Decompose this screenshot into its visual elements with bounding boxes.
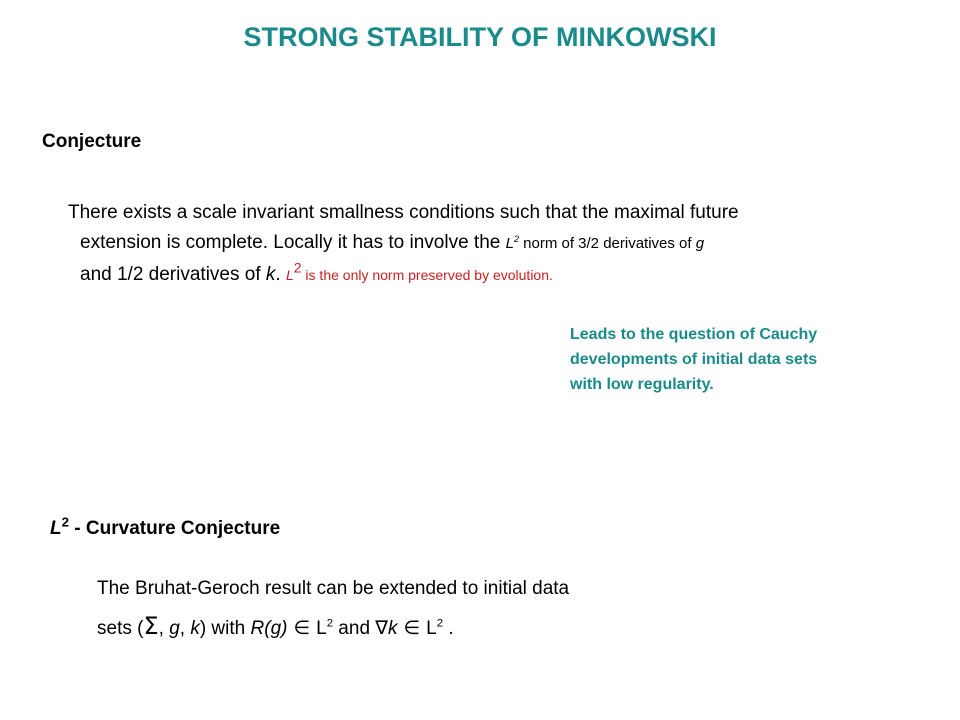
conjecture-line-3-text: and 1/2 derivatives of [80, 264, 266, 285]
cauchy-note [570, 322, 930, 397]
conjecture-line-3 [80, 259, 553, 286]
conjecture-line-2-text: extension is complete. Locally it has to involve the [80, 232, 506, 253]
g-symbol: g [695, 235, 705, 252]
of-text: of [674, 235, 696, 252]
norm-text: norm of 3/2 derivatives [518, 235, 675, 252]
nabla-symbol: ∇ [375, 617, 389, 639]
element-of-symbol-2: ∈ [397, 617, 427, 639]
conjecture-heading: Conjecture [42, 131, 142, 152]
curvature-conjecture-heading: $L^2$ - Curvature Conjecture [50, 514, 281, 539]
cauchy-note-line-2: developments of initial data sets [570, 351, 818, 368]
element-of-symbol: ∈ [287, 617, 317, 639]
ricci-term: R(g) [250, 618, 288, 639]
curvature-line-2: sets (Σ, g, k) with R(g) ∈ $L^2$ and ∇k ∈ $L^2$ . [97, 612, 454, 640]
slide-title: STRONG STABILITY OF MINKOWSKI [243, 22, 717, 52]
cauchy-note-line-1: Leads to the question of Cauchy [570, 326, 818, 343]
conjecture-line-2 [80, 232, 704, 254]
k-symbol: k [265, 264, 276, 285]
l2-symbol: $L^2$ [505, 234, 519, 252]
curvature-line-1: The Bruhat-Geroch result can be extended to initial data [97, 578, 570, 599]
evolution-note: $L^2$ is the only norm preserved by evolution. [285, 259, 553, 283]
period-text: . [275, 264, 286, 285]
sigma-symbol: Σ [143, 612, 159, 640]
cauchy-note-line-3: with low regularity. [570, 376, 714, 393]
conjecture-line-1: There exists a scale invariant smallness conditions such that the maximal future [68, 202, 739, 223]
